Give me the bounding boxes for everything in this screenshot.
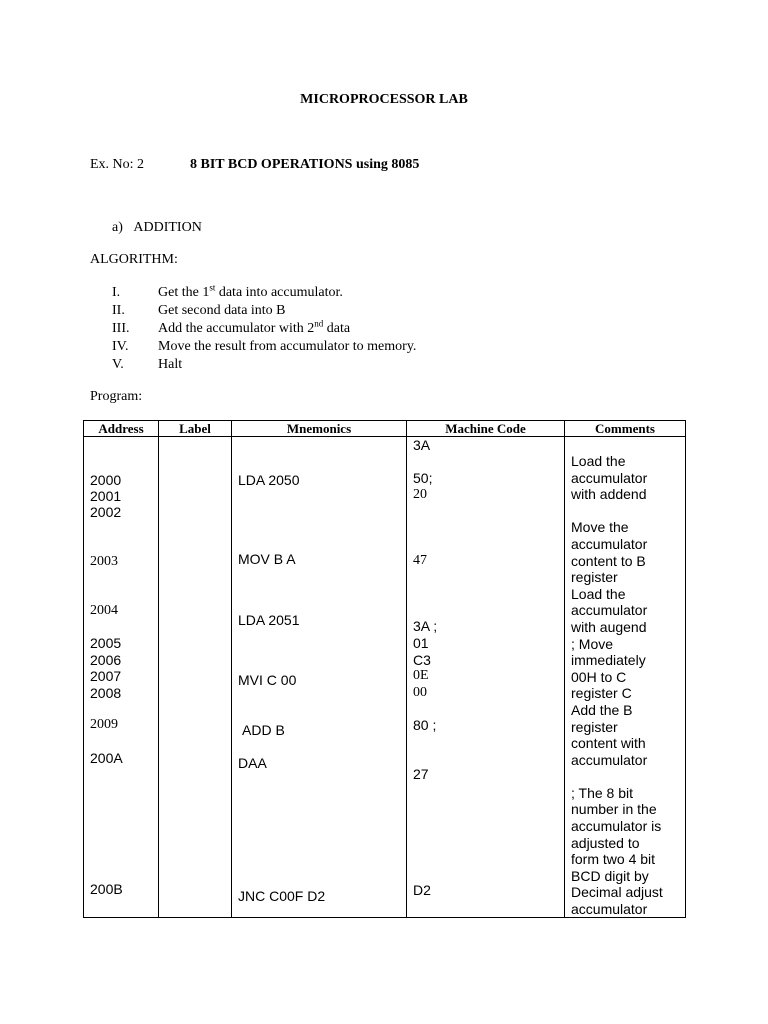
comment-line: accumulator [571, 535, 648, 552]
machine-code-value: 01 [413, 635, 429, 651]
label-cell [159, 437, 232, 918]
machine-code-value: C3 [413, 652, 431, 668]
algorithm-step: II. Get second data into B [112, 303, 286, 318]
column-header-mnemonics: Mnemonics [232, 421, 407, 437]
comment-line: Move the [571, 519, 629, 536]
comment-line: accumulator [571, 901, 648, 918]
comment-line: content with [571, 735, 646, 752]
address-value: 200B [90, 881, 123, 897]
address-value: 2007 [90, 668, 122, 684]
exercise-title: 8 BIT BCD OPERATIONS using 8085 [190, 157, 420, 172]
comment-line: ; The 8 bit [571, 784, 634, 801]
mnemonic-value: LDA 2050 [238, 472, 300, 488]
mnemonic-value: MOV B A [238, 551, 296, 567]
comment-line: with addend [571, 486, 647, 503]
mnemonic-value: LDA 2051 [238, 612, 300, 628]
algorithm-step: III. Add the accumulator with 2nd data [112, 318, 351, 336]
comments-cell [565, 437, 686, 918]
address-value: 2000 [90, 472, 122, 488]
address-value: 2001 [90, 488, 122, 504]
mnemonic-value: MVI C 00 [238, 672, 297, 688]
comment-line: Load the [571, 453, 626, 469]
address-value: 2002 [90, 504, 122, 520]
comment-line: register [571, 569, 618, 586]
address-cell [84, 437, 159, 918]
machine-code-value: 20 [413, 487, 427, 502]
comment-line [571, 503, 679, 520]
comment-line: register [571, 718, 618, 735]
section-label: a) ADDITION [112, 220, 202, 235]
address-value: 2003 [90, 554, 118, 569]
machine-code-value: 47 [413, 553, 427, 568]
comment-line: accumulator is [571, 818, 662, 835]
algorithm-step: I. Get the 1st data into accumulator. [112, 282, 343, 300]
column-header-address: Address [84, 421, 159, 437]
machine-code-value: 27 [413, 766, 429, 782]
comment-lines [571, 453, 679, 918]
address-value: 2005 [90, 635, 122, 651]
comment-line: register C [571, 685, 632, 702]
mnemonics-cell [232, 437, 407, 918]
algorithm-heading: ALGORITHM: [90, 252, 178, 267]
machine-code-value: 0E [413, 668, 429, 683]
column-header-machine-code: Machine Code [407, 421, 565, 437]
comment-line: BCD digit by [571, 867, 649, 884]
comment-line: accumulator [571, 751, 648, 768]
comment-line [571, 768, 679, 785]
table-row [84, 437, 686, 918]
address-value: 2009 [90, 717, 118, 732]
page-title: MICROPROCESSOR LAB [300, 92, 468, 107]
machine-code-value: 00 [413, 685, 427, 700]
comment-line: content to B [571, 552, 646, 569]
comment-line: number in the [571, 801, 657, 818]
comment-line: ; Move [571, 635, 614, 652]
machine-code-value: 80 ; [413, 717, 437, 733]
column-header-comments: Comments [565, 421, 686, 437]
mnemonic-value: DAA [238, 755, 267, 771]
comment-line: Add the B [571, 701, 633, 718]
comment-line: Decimal adjust [571, 884, 663, 901]
comment-line: form two 4 bit [571, 851, 656, 868]
program-label: Program: [90, 389, 143, 404]
machine-code-value: 50; [413, 470, 433, 486]
algorithm-steps [112, 284, 416, 374]
mnemonic-value: JNC C00F D2 [238, 888, 326, 904]
algorithm-step: V. Halt [112, 357, 183, 372]
comment-line: adjusted to [571, 834, 640, 851]
address-value: 2008 [90, 685, 122, 701]
machine-code-value: 3A ; [413, 618, 438, 634]
algorithm-step: IV. Move the result from accumulator to memory. [112, 339, 417, 354]
column-header-label: Label [159, 421, 232, 437]
comment-line: accumulator [571, 469, 648, 486]
machine-code-cell [407, 437, 565, 918]
exercise-number: Ex. No: 2 [90, 157, 145, 172]
comment-line: immediately [571, 652, 646, 669]
address-value: 200A [90, 750, 123, 766]
comment-line: with augend [571, 618, 647, 635]
comment-line: Load the [571, 585, 626, 602]
machine-code-value: D2 [413, 882, 431, 898]
comment-line: accumulator [571, 602, 648, 619]
comment-line: 00H to C [571, 668, 627, 685]
address-value: 2004 [90, 603, 118, 618]
program-table [83, 420, 686, 918]
machine-code-value: 3A [413, 437, 431, 453]
address-value: 2006 [90, 652, 122, 668]
mnemonic-value: ADD B [242, 722, 285, 738]
